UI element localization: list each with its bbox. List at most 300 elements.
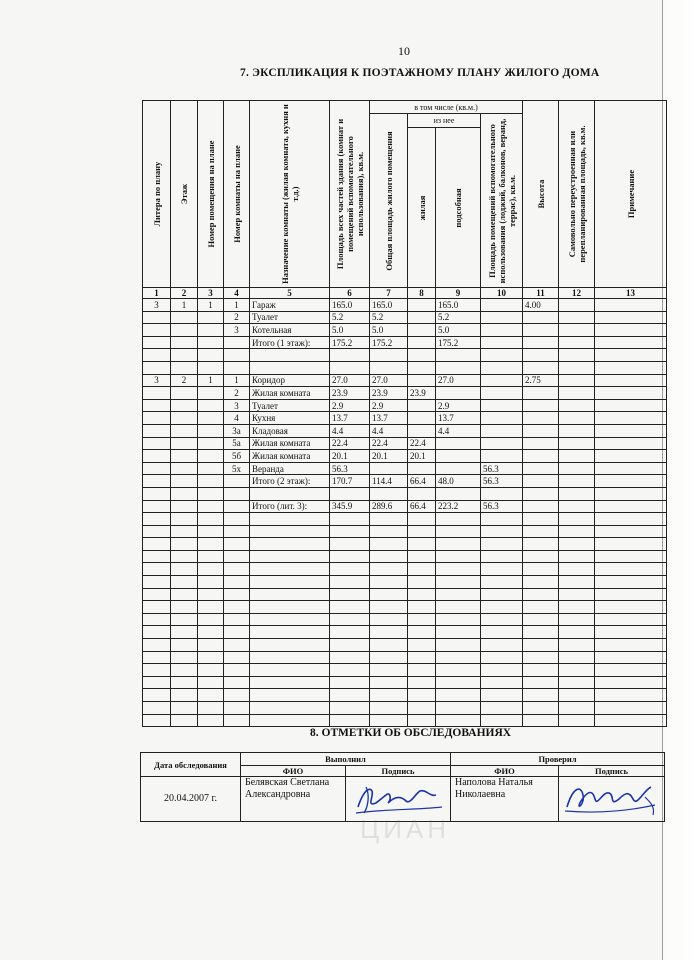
table-cell — [595, 412, 667, 425]
empty-row — [143, 702, 667, 715]
table-cell — [171, 437, 198, 450]
column-number: 6 — [330, 288, 370, 299]
table-cell — [523, 361, 559, 374]
table-row — [143, 387, 667, 400]
table-cell: Кладовая — [250, 424, 330, 437]
table-cell — [595, 424, 667, 437]
table-cell — [224, 349, 250, 362]
empty-row — [143, 664, 667, 677]
table-cell — [224, 475, 250, 488]
table-cell: 22.4 — [408, 437, 436, 450]
table-cell — [143, 500, 171, 513]
table-cell: 48.0 — [436, 475, 481, 488]
empty-row — [143, 513, 667, 526]
table-cell — [408, 424, 436, 437]
empty-row — [143, 576, 667, 589]
table-cell — [481, 412, 523, 425]
table-cell — [143, 475, 171, 488]
table-cell: 2 — [171, 374, 198, 387]
table-cell — [523, 424, 559, 437]
table-cell — [408, 412, 436, 425]
explication-table — [142, 100, 667, 727]
table-cell — [171, 336, 198, 349]
table-cell — [595, 361, 667, 374]
table-cell: 2.9 — [370, 399, 408, 412]
table-cell: 2 — [224, 311, 250, 324]
inspection-date: 20.04.2007 г. — [141, 777, 241, 822]
header-floor: Этаж — [171, 101, 198, 288]
header-height: Высота — [523, 101, 559, 288]
column-number: 1 — [143, 288, 171, 299]
table-cell: 56.3 — [481, 500, 523, 513]
table-cell — [436, 462, 481, 475]
column-number: 2 — [171, 288, 198, 299]
table-cell: Итого (1 этаж): — [250, 336, 330, 349]
table-cell — [523, 311, 559, 324]
table-cell — [408, 311, 436, 324]
table-cell — [198, 475, 224, 488]
table-cell: 3 — [143, 374, 171, 387]
table-cell — [330, 361, 370, 374]
table-cell: Котельная — [250, 324, 330, 337]
table-cell — [143, 361, 171, 374]
table-cell — [559, 500, 595, 513]
table-cell — [595, 387, 667, 400]
table-cell: 1 — [198, 374, 224, 387]
table-cell: 4.00 — [523, 299, 559, 312]
table-cell — [198, 462, 224, 475]
header-inspection-date: Дата обследования — [141, 753, 241, 777]
watermark: ЦИАН — [360, 814, 451, 844]
table-cell — [595, 311, 667, 324]
table-cell: 2.75 — [523, 374, 559, 387]
table-cell — [523, 387, 559, 400]
empty-row — [143, 563, 667, 576]
table-cell — [481, 437, 523, 450]
table-cell — [370, 487, 408, 500]
table-cell — [436, 450, 481, 463]
table-cell: 20.1 — [408, 450, 436, 463]
table-row — [143, 349, 667, 362]
table-cell — [198, 311, 224, 324]
table-cell: Жилая комната — [250, 450, 330, 463]
table-cell — [595, 399, 667, 412]
table-cell — [523, 349, 559, 362]
table-cell — [481, 424, 523, 437]
table-cell — [595, 437, 667, 450]
table-cell — [523, 336, 559, 349]
table-cell — [198, 387, 224, 400]
table-cell: 4.4 — [370, 424, 408, 437]
page-margin — [663, 0, 697, 960]
header-area-total: Площадь всех частей здания (комнат и помещений вспомогательного использования), кв.м. — [330, 101, 370, 288]
table-cell — [559, 349, 595, 362]
table-cell — [143, 387, 171, 400]
table-cell: 2.9 — [436, 399, 481, 412]
table-cell — [523, 462, 559, 475]
empty-row — [143, 689, 667, 702]
column-number: 8 — [408, 288, 436, 299]
table-cell — [330, 349, 370, 362]
table-cell: 165.0 — [436, 299, 481, 312]
table-cell: 56.3 — [481, 462, 523, 475]
table-cell: 2 — [224, 387, 250, 400]
header-including: в том числе (кв.м.) — [370, 101, 523, 114]
table-cell: 13.7 — [370, 412, 408, 425]
table-row — [143, 311, 667, 324]
table-cell — [143, 399, 171, 412]
table-cell — [171, 424, 198, 437]
table-cell: 27.0 — [370, 374, 408, 387]
table-row — [143, 500, 667, 513]
table-cell — [198, 500, 224, 513]
table-cell — [171, 311, 198, 324]
empty-row — [143, 639, 667, 652]
table-cell: 27.0 — [436, 374, 481, 387]
empty-row — [143, 626, 667, 639]
column-number: 11 — [523, 288, 559, 299]
table-cell — [171, 399, 198, 412]
table-cell: Гараж — [250, 299, 330, 312]
table-row — [143, 437, 667, 450]
table-cell — [370, 462, 408, 475]
table-cell — [595, 349, 667, 362]
column-number: 13 — [595, 288, 667, 299]
column-number: 7 — [370, 288, 408, 299]
empty-row — [143, 676, 667, 689]
table-cell — [143, 349, 171, 362]
table-cell: 5.2 — [370, 311, 408, 324]
empty-row — [143, 588, 667, 601]
table-cell: 5.0 — [370, 324, 408, 337]
table-cell: 56.3 — [330, 462, 370, 475]
table-cell — [481, 374, 523, 387]
table-cell: 3 — [143, 299, 171, 312]
empty-row — [143, 613, 667, 626]
table-cell — [408, 374, 436, 387]
table-cell — [523, 324, 559, 337]
table-cell — [559, 374, 595, 387]
table-cell: Итого (лит. 3): — [250, 500, 330, 513]
table-cell — [250, 487, 330, 500]
table-cell: 3 — [224, 399, 250, 412]
table-cell: 1 — [171, 299, 198, 312]
table-cell — [224, 336, 250, 349]
page-number: 10 — [398, 44, 410, 58]
checker-fio: Наполова Наталья Николаевна — [451, 777, 559, 822]
table-cell — [559, 424, 595, 437]
checker-signature — [559, 777, 665, 822]
table-cell: 114.4 — [370, 475, 408, 488]
table-cell — [436, 387, 481, 400]
table-cell — [224, 487, 250, 500]
table-cell — [224, 500, 250, 513]
table-cell — [408, 336, 436, 349]
table-cell: 23.9 — [370, 387, 408, 400]
column-number: 5 — [250, 288, 330, 299]
table-cell — [523, 487, 559, 500]
table-row — [143, 399, 667, 412]
table-cell: Жилая комната — [250, 437, 330, 450]
table-cell: 23.9 — [330, 387, 370, 400]
table-cell — [523, 475, 559, 488]
table-row — [143, 361, 667, 374]
table-cell — [559, 311, 595, 324]
table-cell — [559, 299, 595, 312]
table-cell: Коридор — [250, 374, 330, 387]
table-cell: 170.7 — [330, 475, 370, 488]
table-cell — [198, 412, 224, 425]
header-checked: Проверил — [451, 753, 665, 766]
table-cell: 1 — [224, 299, 250, 312]
table-cell: 5а — [224, 437, 250, 450]
table-cell — [481, 349, 523, 362]
table-cell — [408, 361, 436, 374]
table-cell: 66.4 — [408, 500, 436, 513]
table-cell — [171, 324, 198, 337]
header-living-total: Общая площадь жилого помещения — [370, 114, 408, 288]
empty-row — [143, 714, 667, 727]
table-cell — [198, 349, 224, 362]
table-cell — [408, 462, 436, 475]
table-row — [143, 487, 667, 500]
table-cell: 175.2 — [330, 336, 370, 349]
table-cell: 2.9 — [330, 399, 370, 412]
table-cell — [523, 500, 559, 513]
table-cell — [523, 450, 559, 463]
table-cell: 175.2 — [370, 336, 408, 349]
table-body — [143, 299, 667, 727]
table-cell — [224, 361, 250, 374]
header-performer-fio: ФИО — [241, 766, 346, 777]
header-liter: Литера по плану — [143, 101, 171, 288]
column-number: 4 — [224, 288, 250, 299]
table-cell — [481, 324, 523, 337]
column-number: 12 — [559, 288, 595, 299]
table-row — [143, 412, 667, 425]
table-cell — [559, 450, 595, 463]
table-cell — [143, 324, 171, 337]
table-cell — [171, 462, 198, 475]
table-row — [143, 374, 667, 387]
performer-fio: Белявская Светлана Александровна — [241, 777, 346, 822]
header-performed: Выполнил — [241, 753, 451, 766]
table-cell — [481, 387, 523, 400]
table-cell: 5б — [224, 450, 250, 463]
table-cell: Туалет — [250, 311, 330, 324]
table-cell — [143, 336, 171, 349]
table-cell — [143, 462, 171, 475]
table-cell — [171, 500, 198, 513]
table-cell — [198, 324, 224, 337]
empty-row — [143, 525, 667, 538]
table-cell: 20.1 — [330, 450, 370, 463]
table-cell: 13.7 — [330, 412, 370, 425]
table-cell — [143, 412, 171, 425]
table-cell — [143, 450, 171, 463]
table-cell: 20.1 — [370, 450, 408, 463]
table-cell: 66.4 — [408, 475, 436, 488]
header-living: жилая — [408, 128, 436, 288]
table-cell — [559, 387, 595, 400]
table-cell — [523, 412, 559, 425]
table-row — [143, 424, 667, 437]
column-number: 3 — [198, 288, 224, 299]
table-cell — [559, 336, 595, 349]
table-cell: 1 — [198, 299, 224, 312]
table-cell: 3а — [224, 424, 250, 437]
table-cell — [143, 487, 171, 500]
table-cell: Кухня — [250, 412, 330, 425]
section-8-title: 8. ОТМЕТКИ ОБ ОБСЛЕДОВАНИЯХ — [310, 727, 512, 739]
table-cell — [595, 462, 667, 475]
table-cell — [171, 349, 198, 362]
table-cell — [408, 399, 436, 412]
table-cell: 5.2 — [436, 311, 481, 324]
table-cell: Туалет — [250, 399, 330, 412]
table-cell — [523, 399, 559, 412]
table-cell — [143, 437, 171, 450]
table-cell: 165.0 — [330, 299, 370, 312]
header-purpose: Назначение комнаты (жилая комната, кухня и т.д.) — [250, 101, 330, 288]
table-cell — [481, 487, 523, 500]
table-cell — [595, 299, 667, 312]
table-row — [143, 299, 667, 312]
table-cell: 5х — [224, 462, 250, 475]
table-cell — [559, 487, 595, 500]
table-cell: 5.2 — [330, 311, 370, 324]
table-cell: 5.0 — [330, 324, 370, 337]
table-cell — [171, 475, 198, 488]
table-cell — [436, 349, 481, 362]
table-row — [143, 462, 667, 475]
table-cell — [198, 336, 224, 349]
header-checker-signature: Подпись — [559, 766, 665, 777]
header-auxiliary: подсобная — [436, 128, 481, 288]
section-7-title: 7. ЭКСПЛИКАЦИЯ К ПОЭТАЖНОМУ ПЛАНУ ЖИЛОГО ДОМА — [240, 67, 600, 79]
table-cell: 1 — [224, 374, 250, 387]
table-cell: 165.0 — [370, 299, 408, 312]
empty-row — [143, 651, 667, 664]
table-cell: 4 — [224, 412, 250, 425]
header-of-it: из нее — [408, 114, 481, 128]
column-numbers-row — [143, 288, 667, 299]
table-cell — [250, 349, 330, 362]
empty-row — [143, 538, 667, 551]
table-cell — [198, 450, 224, 463]
table-cell — [559, 412, 595, 425]
table-cell — [559, 437, 595, 450]
column-number: 10 — [481, 288, 523, 299]
table-cell — [595, 450, 667, 463]
table-cell — [481, 450, 523, 463]
table-cell — [198, 487, 224, 500]
table-cell: 3 — [224, 324, 250, 337]
table-cell: 23.9 — [408, 387, 436, 400]
table-cell — [408, 299, 436, 312]
table-cell: Итого (2 этаж): — [250, 475, 330, 488]
table-cell: 22.4 — [330, 437, 370, 450]
table-cell — [143, 311, 171, 324]
table-cell — [143, 424, 171, 437]
table-cell — [559, 475, 595, 488]
table-cell — [436, 361, 481, 374]
table-row — [143, 324, 667, 337]
table-cell — [481, 336, 523, 349]
table-cell — [595, 475, 667, 488]
table-cell — [171, 450, 198, 463]
table-cell — [559, 462, 595, 475]
table-cell — [595, 500, 667, 513]
table-cell — [408, 349, 436, 362]
header-performer-signature: Подпись — [346, 766, 451, 777]
table-cell: 223.2 — [436, 500, 481, 513]
table-cell — [198, 424, 224, 437]
table-cell: 56.3 — [481, 475, 523, 488]
table-cell — [370, 361, 408, 374]
header-checker-fio: ФИО — [451, 766, 559, 777]
table-cell — [595, 374, 667, 387]
table-cell — [171, 412, 198, 425]
table-cell — [559, 361, 595, 374]
table-cell — [559, 324, 595, 337]
table-cell: 289.6 — [370, 500, 408, 513]
table-cell — [595, 487, 667, 500]
table-cell — [408, 487, 436, 500]
table-cell — [171, 487, 198, 500]
table-cell: 345.9 — [330, 500, 370, 513]
table-cell: 27.0 — [330, 374, 370, 387]
header-aux-premises: Площадь помещений вспомогательного использования (лоджий, балконов, веранд, террас), кв.м. — [481, 114, 523, 288]
table-row — [143, 450, 667, 463]
table-cell: Жилая комната — [250, 387, 330, 400]
empty-row — [143, 550, 667, 563]
table-cell: 4.4 — [436, 424, 481, 437]
table-cell — [481, 299, 523, 312]
table-cell: Веранда — [250, 462, 330, 475]
column-number: 9 — [436, 288, 481, 299]
empty-row — [143, 601, 667, 614]
table-cell — [595, 324, 667, 337]
table-cell — [171, 361, 198, 374]
table-cell — [408, 324, 436, 337]
inspection-table — [140, 752, 665, 822]
table-cell: 5.0 — [436, 324, 481, 337]
table-cell — [481, 361, 523, 374]
table-cell — [330, 487, 370, 500]
table-cell — [198, 437, 224, 450]
header-room-no: Номер помещения на плане — [198, 101, 224, 288]
table-cell — [370, 349, 408, 362]
table-cell — [436, 437, 481, 450]
table-cell — [559, 399, 595, 412]
table-cell — [198, 399, 224, 412]
table-cell: 13.7 — [436, 412, 481, 425]
table-cell — [171, 387, 198, 400]
header-note: Примечание — [595, 101, 667, 288]
table-cell — [250, 361, 330, 374]
header-self-built: Самовольно переустроенная или перепланированная площадь, кв.м. — [559, 101, 595, 288]
table-cell: 4.4 — [330, 424, 370, 437]
table-cell — [523, 437, 559, 450]
table-row — [143, 336, 667, 349]
table-cell: 175.2 — [436, 336, 481, 349]
table-row — [143, 475, 667, 488]
table-cell — [595, 336, 667, 349]
table-cell — [481, 399, 523, 412]
table-cell — [436, 487, 481, 500]
header-space-no: Номер комнаты на плане — [224, 101, 250, 288]
